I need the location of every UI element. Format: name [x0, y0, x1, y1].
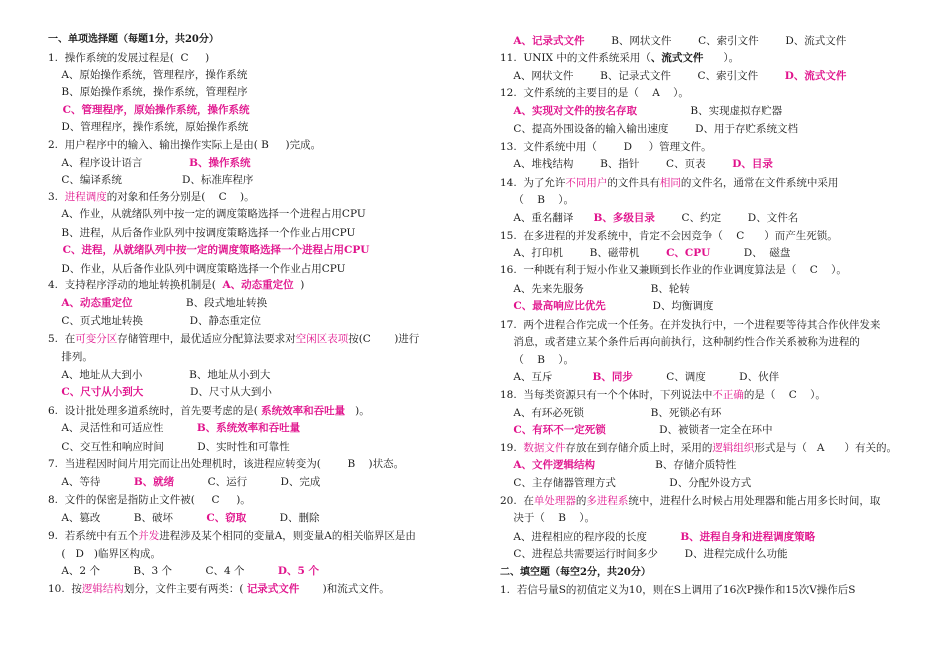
answer-text: C、CPU [666, 247, 711, 259]
left-line [48, 511, 320, 525]
answer-text: A、记录式文件 [513, 35, 585, 47]
line-text: 决于（ B ）。 [500, 512, 596, 524]
right-line [500, 282, 690, 296]
line-text: B、段式地址转换 [132, 297, 268, 309]
line-text: 9. 若系统中有五个 [48, 530, 139, 542]
answer-text: 系统效率和吞吐量 [261, 405, 346, 417]
highlight-text: 空闲区表项 [295, 333, 349, 345]
answer-text: D、5 个 [277, 565, 319, 577]
line-text: )。 [345, 405, 370, 417]
right-line [500, 157, 773, 171]
line-text [500, 459, 513, 471]
line-text: 11. UNIX 中的文件系统采用（ [500, 52, 651, 64]
line-text: 18. 当每类资源只有一个个体时，下列说法中 [500, 389, 713, 401]
right-line [500, 494, 880, 508]
left-line [48, 314, 261, 328]
line-text: A、程序设计语言 [48, 157, 190, 169]
left-line [48, 440, 290, 454]
line-text [48, 297, 61, 309]
line-text: 4. 支持程序浮动的地址转换机制是( [48, 279, 223, 291]
right-line [500, 104, 782, 118]
answer-text: A、实现对文件的按名存取 [513, 105, 638, 117]
left-line [48, 547, 161, 561]
line-text [500, 35, 513, 47]
answer-text: C、最高响应比优先 [513, 300, 606, 312]
right-line [500, 565, 651, 579]
line-text: A、地址从大到小 B、地址从小到大 [48, 369, 271, 381]
line-text: 19. [500, 442, 524, 454]
line-text: A、作业，从就绪队列中按一定的调度策略选择一个进程占用CPU [48, 208, 366, 220]
right-line [500, 86, 689, 100]
line-text [500, 424, 513, 436]
left-line [48, 85, 248, 99]
line-text: ) [293, 279, 305, 291]
answer-text: B、系统效率和吞吐量 [196, 422, 301, 434]
left-line [48, 350, 93, 364]
highlight-text: 数据文件 [523, 442, 566, 454]
line-text: （ B ）。 [500, 354, 575, 366]
line-text: 20. 在 [500, 495, 534, 507]
line-text: C、运行 D、完成 [174, 476, 321, 488]
right-line [500, 229, 838, 243]
line-text: 的文件具有 [607, 177, 660, 189]
line-text: 1. 操作系统的发展过程是( C ) [48, 52, 210, 64]
line-text: D、作业，从后备作业队列中调度策略选择一个作业占用CPU [48, 263, 346, 275]
line-text: 统中，进程什么时候占用处理器和能占用多长时间，取 [628, 495, 881, 507]
line-text: 存放在到存储介质上时，采用的 [565, 442, 713, 454]
line-text: 1. 若信号量S的初值定义为10，则在S上调用了16次P操作和15次V操作后S [500, 584, 856, 596]
answer-text: C、窃取 [206, 512, 247, 524]
highlight-text: 并发 [138, 530, 160, 542]
line-text: 7. 当进程因时间片用完而让出处理机时，该进程应转变为( B )状态。 [48, 458, 405, 470]
answer-text: C、进程，从就绪队列中按一定的调度策略选择一个进程占用CPU [48, 244, 370, 256]
line-text: A、打印机 B、磁带机 [500, 247, 667, 259]
highlight-text: 逻辑组织 [712, 442, 755, 454]
answer-text: B、同步 [592, 371, 633, 383]
answer-text: B、进程自身和进程调度策略 [680, 531, 816, 543]
section-heading: 二、填空题（每空2分，共20分） [500, 567, 651, 578]
line-text: C、约定 D、文件名 [654, 212, 799, 224]
line-text: 16. 一种既有利于短小作业又兼顾到长作业的作业调度算法是（ C ）。 [500, 264, 847, 276]
left-line [48, 457, 404, 471]
line-text: 14. 为了允许 [500, 177, 566, 189]
line-text: )和流式文件。 [299, 583, 390, 595]
line-text: A、重名翻译 [500, 212, 594, 224]
right-line [500, 335, 860, 349]
highlight-text: 多进程系 [586, 495, 629, 507]
line-text: A、进程相应的程序段的长度 [500, 531, 681, 543]
right-line [500, 370, 779, 384]
line-text: 排列。 [48, 351, 93, 363]
answer-text: C、有环不一定死锁 [513, 424, 606, 436]
line-text: 8. 文件的保密是指防止文件被( C )。 [48, 494, 251, 506]
line-text: C、主存储器管理方式 D、分配外设方式 [500, 477, 752, 489]
left-line [48, 156, 251, 170]
line-text [500, 105, 513, 117]
line-text: 的对象和任务分别是( C )。 [106, 191, 255, 203]
line-text: A、原始操作系统，管理程序，操作系统 [48, 69, 248, 81]
right-line [500, 193, 574, 207]
line-text: 15. 在多进程的并发系统中，肯定不会因竞争（ C ）而产生死锁。 [500, 230, 838, 242]
left-line [48, 103, 249, 117]
left-line [48, 385, 272, 399]
left-line [48, 296, 267, 310]
answer-text: C、管理程序，原始操作系统，操作系统 [48, 104, 250, 116]
left-line [48, 226, 355, 240]
answer-text: B、操作系统 [189, 157, 251, 169]
line-text: 、流式文件 [650, 52, 704, 64]
right-line [500, 530, 815, 544]
answer-text: A、动态重定位 [61, 297, 133, 309]
line-text: D、删除 [246, 512, 320, 524]
line-text: B、原始操作系统，操作系统，管理程序 [48, 86, 248, 98]
right-line [500, 246, 790, 260]
line-text: B、存储介质特性 [595, 459, 737, 471]
right-line [500, 583, 856, 597]
line-text: 的是（ C ）。 [743, 389, 826, 401]
line-text: A、等待 [48, 476, 134, 488]
line-text: 的文件名，通常在文件系统中采用 [680, 177, 839, 189]
line-text: A、互斥 [500, 371, 593, 383]
line-text: 10. 按 [48, 583, 82, 595]
left-line [48, 582, 390, 596]
line-text: 6. 设计批处理多道系统时，首先要考虑的是( [48, 405, 262, 417]
line-text: B、实现虚拟存贮器 [637, 105, 783, 117]
line-text: C、提高外围设备的输入输出速度 D、用于存贮系统文档 [500, 123, 799, 135]
line-text: C、进程总共需要运行时间多少 D、进程完成什么功能 [500, 548, 788, 560]
answer-text: A、动态重定位 [222, 279, 294, 291]
right-line [500, 140, 712, 154]
line-text: C、调度 D、伙伴 [632, 371, 780, 383]
left-line [48, 404, 370, 418]
line-text: 12. 文件系统的主要目的是（ A ）。 [500, 87, 689, 99]
line-text: 划分，文件主要有两类：( [123, 583, 247, 595]
line-text: （ B ）。 [500, 194, 575, 206]
left-line [48, 32, 219, 46]
left-line [48, 173, 253, 187]
left-line [48, 493, 251, 507]
left-line [48, 190, 255, 204]
answer-text: B、多级目录 [593, 212, 655, 224]
highlight-text: 不同用户 [565, 177, 608, 189]
left-line [48, 68, 247, 82]
line-text: A、先来先服务 B、轮转 [500, 283, 690, 295]
left-line [48, 207, 366, 221]
line-text: 2. 用户程序中的输入、输出操作实际上是由( B )完成。 [48, 139, 322, 151]
section-heading: 一、单项选择题（每题1分，共20分） [48, 34, 219, 45]
line-text: 形式是与（ A ）有关的。 [754, 442, 897, 454]
line-text [500, 300, 513, 312]
line-text: D、被锁者一定全在环中 [605, 424, 773, 436]
line-text: 17. 两个进程合作完成一个任务。在并发执行中，一个进程要等待其合作伙伴发来 [500, 319, 881, 331]
right-line [500, 176, 838, 190]
answer-text: C、尺寸从小到大 [61, 386, 144, 398]
highlight-text: 单处理器 [533, 495, 576, 507]
answer-text: 记录式文件 [246, 583, 300, 595]
line-text: D、均衡调度 [605, 300, 714, 312]
right-line [500, 263, 847, 277]
line-text: A、堆栈结构 B、指针 C、页表 [500, 158, 733, 170]
highlight-text: 可变分区 [75, 333, 118, 345]
right-line [500, 211, 798, 225]
line-text: 3. [48, 191, 65, 203]
right-line [500, 406, 721, 420]
line-text: 13. 文件系统中用（ D ）管理文件。 [500, 141, 712, 153]
answer-text: D、目录 [732, 158, 773, 170]
answer-text: B、就绪 [133, 476, 175, 488]
line-text: A、篡改 B、破坏 [48, 512, 207, 524]
line-text: C、编译系统 D、标准库程序 [48, 174, 254, 186]
right-line [500, 69, 846, 83]
right-line [500, 353, 574, 367]
left-line [48, 262, 346, 276]
right-line [500, 388, 826, 402]
right-line [500, 423, 773, 437]
highlight-text: 不正确 [712, 389, 744, 401]
left-line [48, 243, 369, 257]
answer-text: A、文件逻辑结构 [513, 459, 596, 471]
left-line [48, 421, 300, 435]
right-line [500, 511, 595, 525]
right-line [500, 458, 736, 472]
highlight-text: 进程调度 [64, 191, 107, 203]
line-text: A、有环必死锁 B、死锁必有环 [500, 407, 722, 419]
line-text: D、管理程序，操作系统，原始操作系统 [48, 121, 249, 133]
right-line [500, 318, 880, 332]
right-line [500, 441, 897, 455]
line-text: C、交互性和响应时间 D、实时性和可靠性 [48, 441, 290, 453]
left-line [48, 120, 248, 134]
left-line [48, 475, 320, 489]
right-line [500, 476, 751, 490]
line-text: 按(C )进行 [348, 333, 420, 345]
line-text [48, 386, 61, 398]
left-line [48, 368, 270, 382]
line-text: 消息，或者建立某个条件后再向前执行，这种制约性合作关系被称为进程的 [500, 336, 860, 348]
right-line [500, 122, 798, 136]
right-line [500, 34, 846, 48]
left-line [48, 529, 416, 543]
right-line [500, 299, 713, 313]
left-line [48, 332, 419, 346]
answer-text: D、流式文件 [784, 70, 847, 82]
line-text: C、页式地址转换 D、静态重定位 [48, 315, 262, 327]
left-line [48, 278, 304, 292]
line-text: A、2 个 B、3 个 C、4 个 [48, 565, 278, 577]
line-text: 存储管理中，最优适应分配算法要求对 [117, 333, 296, 345]
line-text: D、尺寸从大到小 [143, 386, 272, 398]
right-line [500, 51, 739, 65]
highlight-text: 相同 [659, 177, 681, 189]
line-text: 5. 在 [48, 333, 76, 345]
line-text: A、灵活性和可适应性 [48, 422, 197, 434]
line-text: D、 磁盘 [710, 247, 791, 259]
line-text: B、进程，从后备作业队列中按调度策略选择一个作业占用CPU [48, 227, 356, 239]
right-line [500, 547, 788, 561]
left-line [48, 138, 321, 152]
line-text: 进程涉及某个相同的变量A，则变量A的相关临界区是由 [159, 530, 416, 542]
highlight-text: 逻辑结构 [81, 583, 124, 595]
left-line [48, 564, 319, 578]
line-text: ( D )临界区构成。 [48, 548, 161, 560]
line-text: B、网状文件 C、索引文件 D、流式文件 [584, 35, 847, 47]
line-text: A、网状文件 B、记录式文件 C、索引文件 [500, 70, 785, 82]
line-text: ）。 [703, 52, 740, 64]
left-line [48, 51, 209, 65]
line-text: 的 [575, 495, 587, 507]
